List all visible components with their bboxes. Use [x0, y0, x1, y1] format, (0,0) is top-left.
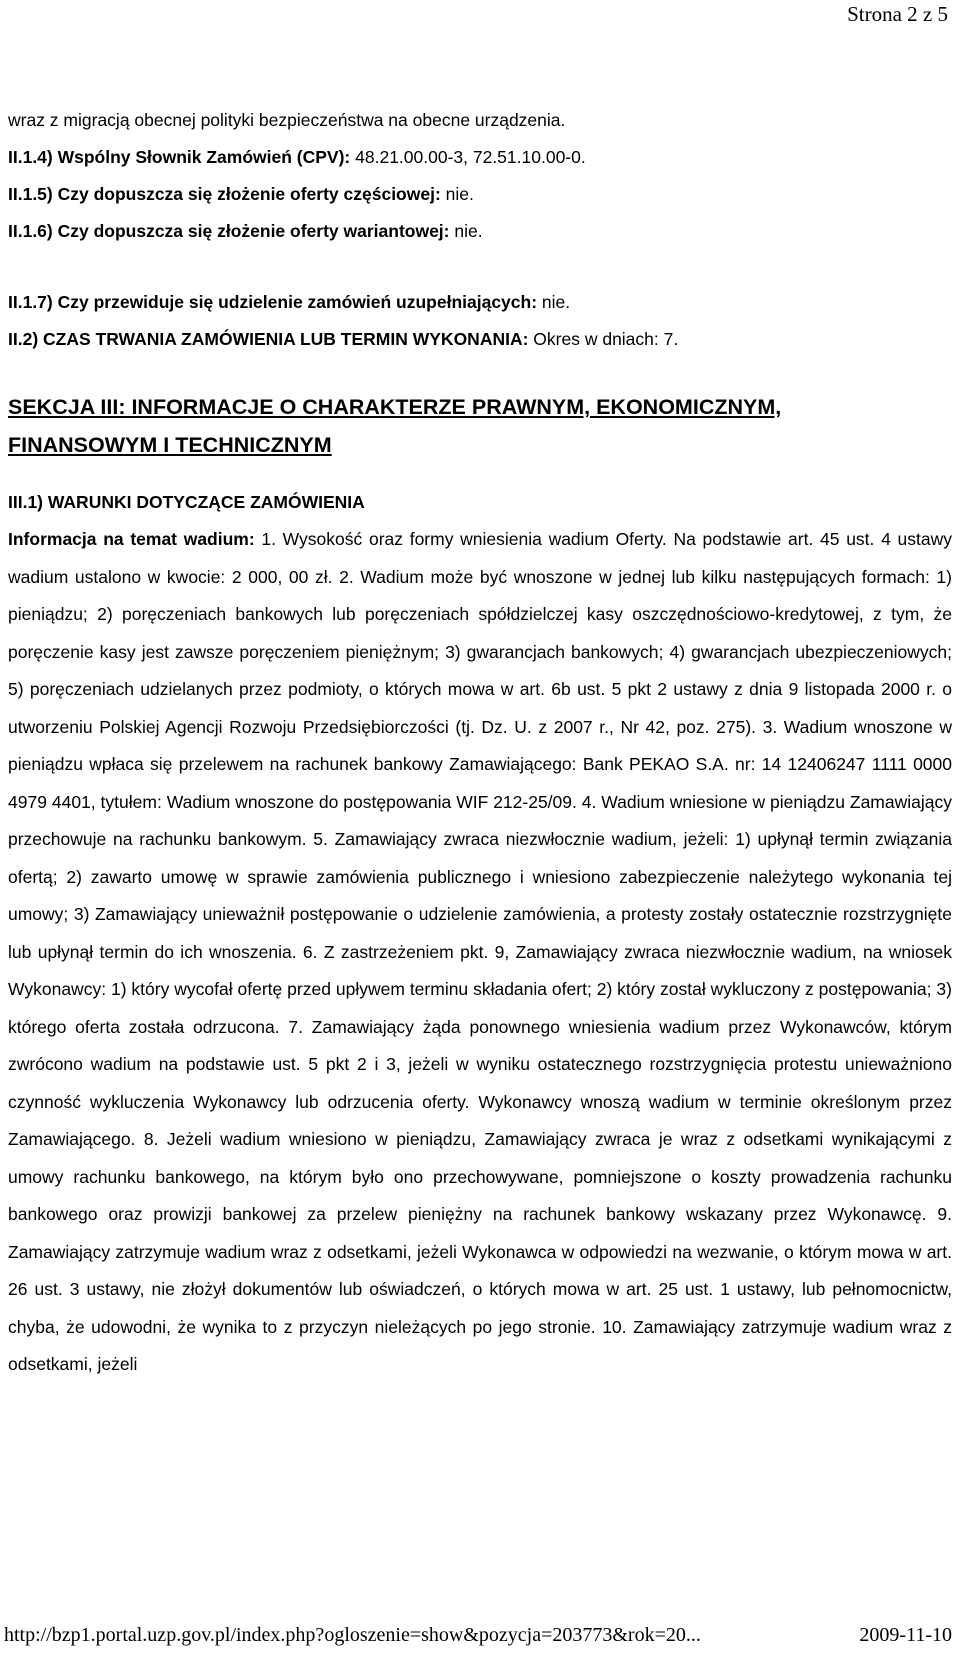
variant-offer-label: II.1.6) Czy dopuszcza się złożenie oferty wariantowej: [8, 221, 450, 241]
wadium-text: 1. Wysokość oraz formy wniesienia wadium Oferty. Na podstawie art. 45 ust. 4 ustawy wadium ustalono w kwocie: 2 000, 00 zł. 2. Wadium może być wnoszone w jednej lub kilku następujących formach: 1) pieniądzu; 2) poręczeniach bankowych lub poręczeniach spółdzielczej kasy oszczędnościowo-kredytowej, z tym, że poręczenie kasy jest zawsze poręczeniem pieniężnym; 3) gwarancjach bankowych; 4) gwarancjach ubezpieczeniowych; 5) poręczeniach udzielanych przez podmioty, o których mowa w art. 6b ust. 5 pkt 2 ustawy z dnia 9 listopada 2000 r. o utworzeniu Polskiej Agencji Rozwoju Przedsiębiorczości (tj. Dz. U. z 2007 r., Nr 42, poz. 275). 3. Wadium wnoszone w pieniądzu wpłaca się przelewem na rachunek bankowy Zamawiającego: Bank PEKAO S.A. nr: 14 12406247 1111 0000 4979 4401, tytułem: Wadium wnoszone do postępowania WIF 212-25/09. 4. Wadium wniesione w pieniądzu Zamawiający przechowuje na rachunku bankowym. 5. Zamawiający zwraca niezwłocznie wadium, jeżeli: 1) upłynął termin związania ofertą; 2) zawarto umowę w sprawie zamówienia publicznego i wniesiono zabezpieczenie należytego wykonania tej umowy; 3) Zamawiający unieważnił postępowanie o udzielenie zamówienia, a protesty zostały ostatecznie rozstrzygnięte lub upłynął termin do ich wnoszenia. 6. Z zastrzeżeniem pkt. 9, Zamawiający zwraca niezwłocznie wadium, na wniosek Wykonawcy: 1) który wycofał ofertę przed upływem terminu składania ofert; 2) który został wykluczony z postępowania; 3) którego oferta została odrzucona. 7. Zamawiający żąda ponownego wniesienia wadium przez Wykonawców, którym zwrócono wadium na podstawie ust. 5 pkt 2 i 3, jeżeli w wyniku ostatecznego rozstrzygnięcia protestu unieważniono czynność wykluczenia Wykonawcy lub odrzucenia oferty. Wykonawcy wnoszą wadium w terminie określonym przez Zamawiającego. 8. Jeżeli wadium wniesiono w pieniądzu, Zamawiający zwraca je wraz z odsetkami wynikającymi z umowy rachunku bankowego, na którym było ono przechowywane, pomniejszone o koszty prowadzenia rachunku bankowego oraz prowizji bankowej za przelew pieniężny na rachunek bankowy wskazany przez Wykonawcę. 9. Zamawiający zatrzymuje wadium wraz z odsetkami, jeżeli Wykonawca w odpowiedzi na wezwanie, o którym mowa w art. 26 ust. 3 ustawy, nie złożył dokumentów lub oświadczeń, o których mowa w art. 25 ust. 1 ustawy, lub pełnomocnictw, chyba, że udowodni, że wynika to z przyczyn nieleżących po jego stronie. 10. Zamawiający zatrzymuje wadium wraz z odsetkami, jeżeli [8, 529, 952, 1374]
subsection-title: III.1) WARUNKI DOTYCZĄCE ZAMÓWIENIA [8, 492, 365, 512]
supplementary-orders-value: nie. [537, 292, 571, 312]
variant-offer-line [8, 213, 952, 250]
cpv-label: II.1.4) Wspólny Słownik Zamówień (CPV): [8, 147, 351, 167]
partial-offer-line [8, 176, 952, 213]
cpv-line [8, 139, 952, 176]
migration-text: wraz z migracją obecnej polityki bezpieczeństwa na obecne urządzenia. [8, 110, 566, 130]
wadium-paragraph [8, 521, 952, 1384]
page-number: Strona 2 z 5 [847, 2, 948, 26]
spacer [8, 358, 952, 388]
document-body [8, 102, 952, 1384]
spacer [8, 250, 952, 284]
section-title-line-1: SEKCJA III: INFORMACJE O CHARAKTERZE PRAWNYM, EKONOMICZNYM, [8, 395, 782, 419]
duration-line [8, 321, 952, 358]
partial-offer-label: II.1.5) Czy dopuszcza się złożenie oferty częściowej: [8, 184, 441, 204]
footer-date: 2009-11-10 [859, 1624, 952, 1646]
section-title-line-2: FINANSOWYM I TECHNICZNYM [8, 433, 332, 457]
spacer [8, 464, 952, 484]
migration-line [8, 102, 952, 139]
partial-offer-value: nie. [440, 184, 474, 204]
supplementary-orders-line [8, 284, 952, 321]
duration-value: Okres w dniach: 7. [528, 329, 679, 349]
supplementary-orders-label: II.1.7) Czy przewiduje się udzielenie zamówień uzupełniających: [8, 292, 538, 312]
page-footer [4, 1624, 952, 1647]
cpv-value: 48.21.00.00-3, 72.51.10.00-0. [350, 147, 586, 167]
footer-url: http://bzp1.portal.uzp.gov.pl/index.php?ogloszenie=show&pozycja=203773&rok=20... [4, 1624, 701, 1646]
wadium-label: Informacja na temat wadium: [8, 529, 255, 549]
variant-offer-value: nie. [449, 221, 483, 241]
duration-label: II.2) CZAS TRWANIA ZAMÓWIENIA LUB TERMIN WYKONANIA: [8, 329, 529, 349]
